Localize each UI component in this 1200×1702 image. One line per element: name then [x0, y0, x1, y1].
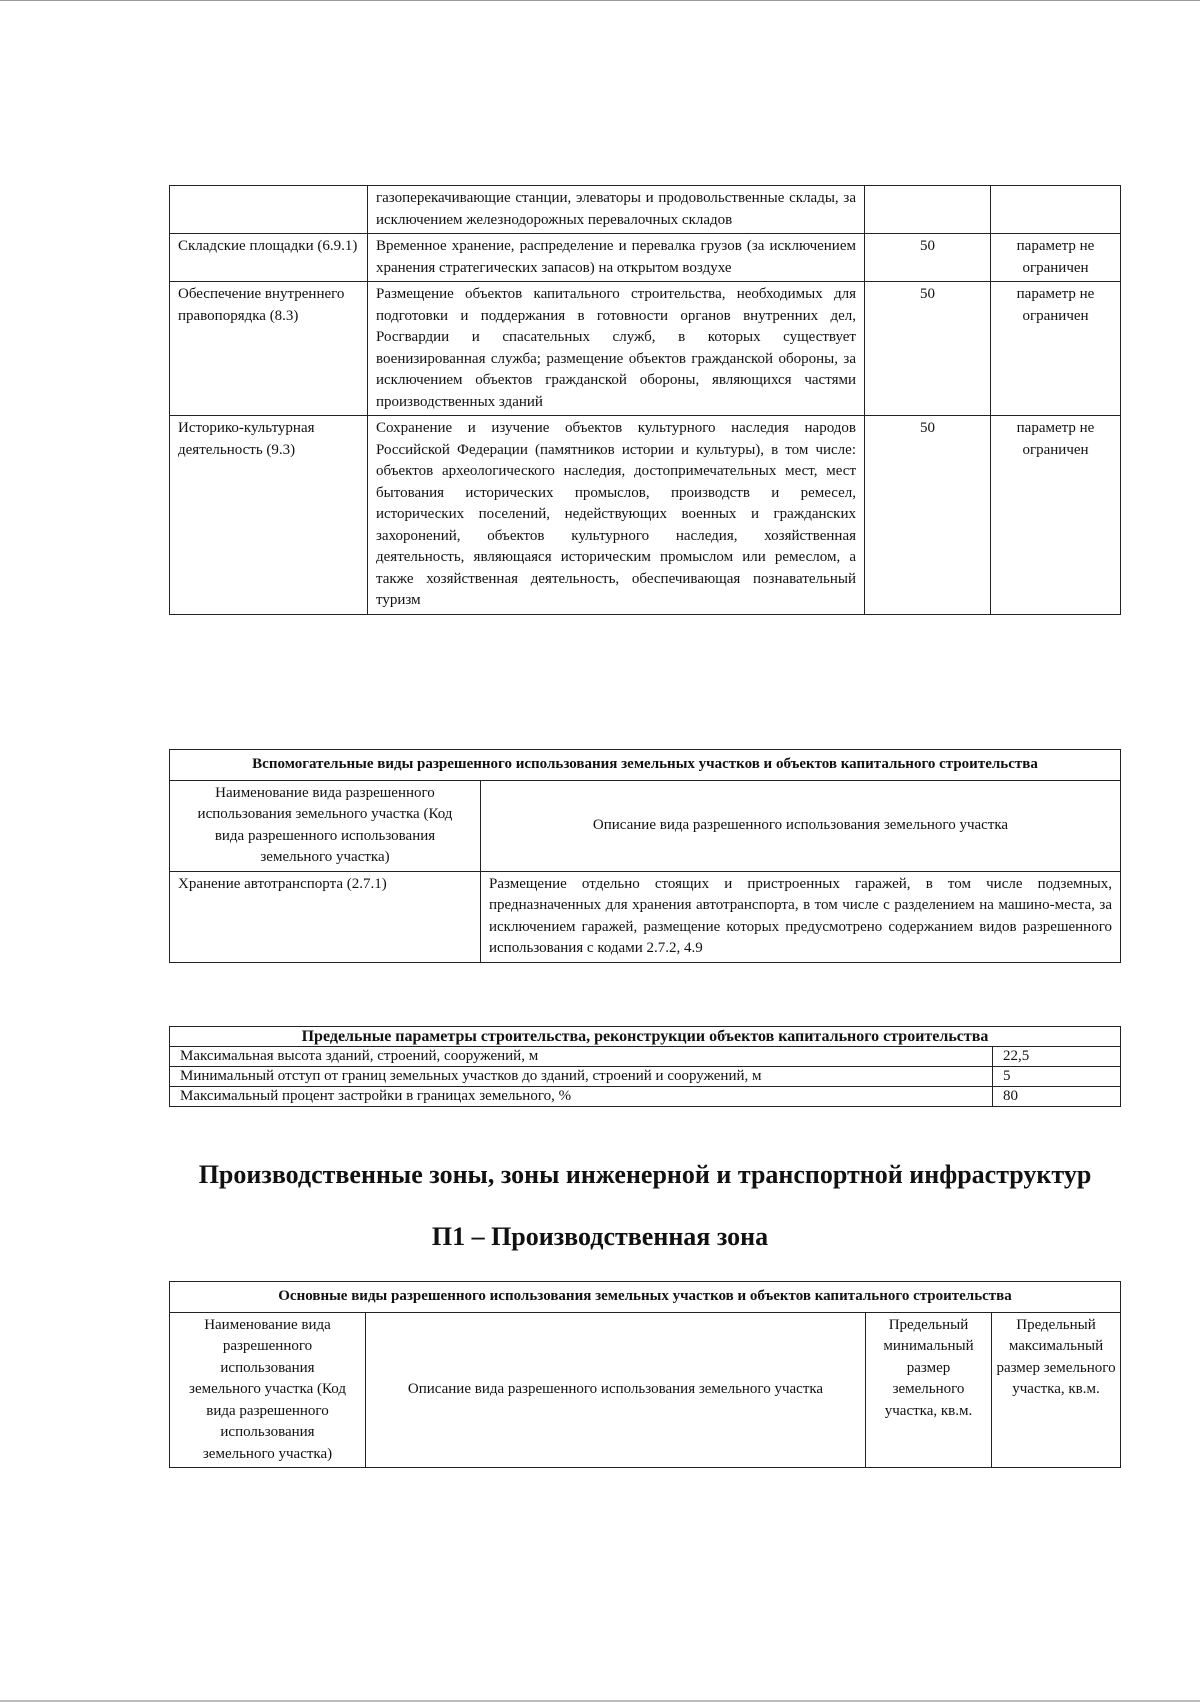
use-name-cell: Историко-культурная деятельность (9.3) [170, 416, 368, 615]
construction-parameters-table [169, 1026, 1121, 1107]
table-header-row [170, 1312, 1121, 1468]
table-title: Вспомогательные виды разрешенного использования земельных участков и объектов капитального строительства [170, 750, 1121, 781]
table-row [170, 1087, 1121, 1107]
table-header-row [170, 780, 1121, 871]
min-area-cell: 50 [865, 234, 991, 282]
parameter-value: 80 [993, 1087, 1121, 1107]
column-header-description: Описание вида разрешенного использования земельного участка [366, 1312, 866, 1468]
table-row [170, 416, 1121, 615]
table-row [170, 871, 1121, 962]
column-header-description: Описание вида разрешенного использования земельного участка [481, 780, 1121, 871]
parameter-label: Максимальный процент застройки в границах земельного, % [170, 1087, 993, 1107]
table-title: Предельные параметры строительства, реконструкции объектов капитального строительства [170, 1027, 1121, 1047]
max-area-cell [991, 186, 1121, 234]
parameter-label: Максимальная высота зданий, строений, сооружений, м [170, 1047, 993, 1067]
use-description-cell: Сохранение и изучение объектов культурного наследия народов Российской Федерации (памятников истории и культуры), в том числе: объектов археологического наследия, достопримечательных мест, мест бытования исторических промыслов, производств и ремесел, исторических поселений, недействующих военных и гражданских захоронений, объектов культурного наследия, хозяйственная деятельность, являющаяся историческим промыслом или ремеслом, а также хозяйственная деятельность, обеспечивающая познавательный туризм [368, 416, 865, 615]
table-title: Основные виды разрешенного использования земельных участков и объектов капитального строительства [170, 1282, 1121, 1313]
parameter-label: Минимальный отступ от границ земельных участков до зданий, строений и сооружений, м [170, 1067, 993, 1087]
zone-heading: П1 – Производственная зона [431, 1222, 769, 1251]
table-row [170, 234, 1121, 282]
use-description-cell: Размещение отдельно стоящих и пристроенных гаражей, в том числе подземных, предназначенных для хранения автотранспорта, в том числе с разделением на машино-места, за исключением гаражей, размещение которых предусмотрено содержанием видов разрешенного использования с кодами 2.7.2, 4.9 [481, 871, 1121, 962]
use-name-cell: Складские площадки (6.9.1) [170, 234, 368, 282]
parameter-value: 22,5 [993, 1047, 1121, 1067]
column-header-name: Наименование вида разрешенного использования земельного участка (Код вида разрешенного использования земельного участка) [170, 780, 481, 871]
section-heading: Производственные зоны, зоны инженерной и транспортной инфраструктур [198, 1160, 1092, 1189]
table-title-row [170, 1027, 1121, 1047]
scan-top-edge [0, 0, 1200, 1]
max-area-cell: параметр не ограничен [991, 234, 1121, 282]
use-name-cell: Обеспечение внутреннего правопорядка (8.3) [170, 282, 368, 416]
column-header-name: Наименование вида разрешенного использования земельного участка (Код вида разрешенного использования земельного участка) [170, 1312, 366, 1468]
use-description-cell: Временное хранение, распределение и перевалка грузов (за исключением хранения стратегических запасов) на открытом воздухе [368, 234, 865, 282]
use-name-cell [170, 186, 368, 234]
max-area-cell: параметр не ограничен [991, 416, 1121, 615]
table-row [170, 1047, 1121, 1067]
use-description-cell: газоперекачивающие станции, элеваторы и продовольственные склады, за исключением железнодорожных перевалочных складов [368, 186, 865, 234]
table-title-row [170, 1282, 1121, 1313]
column-header-min-area: Предельный минимальный размер земельного участка, кв.м. [866, 1312, 992, 1468]
min-area-cell: 50 [865, 282, 991, 416]
column-header-max-area: Предельный максимальный размер земельного участка, кв.м. [992, 1312, 1121, 1468]
table-row [170, 1067, 1121, 1087]
max-area-cell: параметр не ограничен [991, 282, 1121, 416]
table-row [170, 186, 1121, 234]
parameter-value: 5 [993, 1067, 1121, 1087]
use-name-cell: Хранение автотранспорта (2.7.1) [170, 871, 481, 962]
table-title-row [170, 750, 1121, 781]
min-area-cell: 50 [865, 416, 991, 615]
table-row [170, 282, 1121, 416]
min-area-cell [865, 186, 991, 234]
use-description-cell: Размещение объектов капитального строительства, необходимых для подготовки и поддержания в готовности органов внутренних дел, Росгвардии и спасательных служб, в которых существует военизированная служба; размещение объектов гражданской обороны, за исключением объектов гражданской обороны, являющихся частями производственных зданий [368, 282, 865, 416]
auxiliary-uses-table [169, 749, 1121, 963]
land-use-table-continued [169, 185, 1121, 615]
main-uses-table [169, 1281, 1121, 1468]
